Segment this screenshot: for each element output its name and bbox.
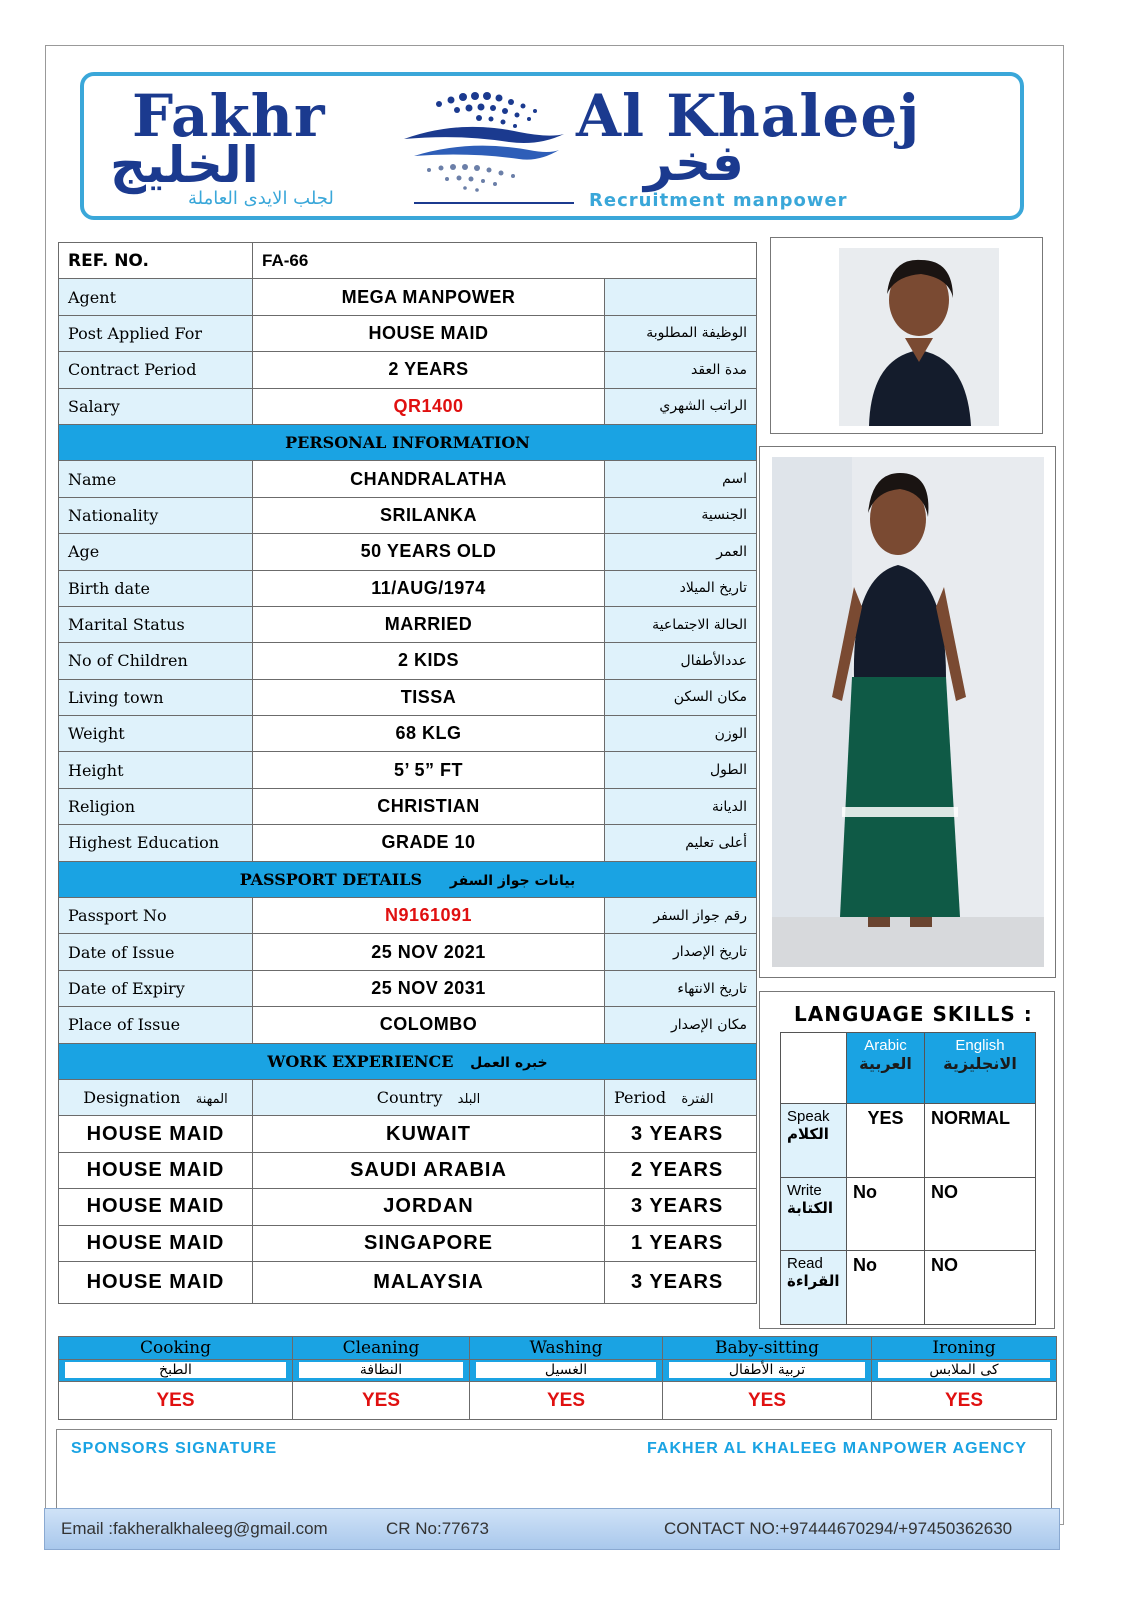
- row-value: 25 NOV 2021: [253, 934, 605, 970]
- language-col-arabic: [847, 1033, 925, 1104]
- column-country: [253, 1079, 605, 1115]
- language-english-value: NO: [925, 1251, 1036, 1325]
- row-label: Post Applied For: [59, 315, 253, 351]
- language-skill-ar: الكلام: [787, 1125, 829, 1143]
- work-row: [59, 1189, 757, 1225]
- skill-value: YES: [59, 1382, 293, 1420]
- work-country: SAUDI ARABIA: [253, 1152, 605, 1188]
- period-arabic: الفترة: [681, 1092, 714, 1108]
- row-label: Date of Expiry: [59, 970, 253, 1006]
- work-row: [59, 1261, 757, 1303]
- table-row: [59, 534, 757, 570]
- language-skill-en: Read: [787, 1255, 823, 1273]
- skill-value: YES: [293, 1382, 470, 1420]
- column-period: [605, 1079, 757, 1115]
- row-value: CHRISTIAN: [253, 788, 605, 824]
- company-logo: [80, 72, 1024, 220]
- row-arabic: تاريخ الميلاد: [605, 570, 757, 606]
- table-row: [59, 970, 757, 1006]
- section-header: [59, 424, 757, 460]
- column-designation: [59, 1079, 253, 1115]
- logo-name-right: Al Khaleej: [576, 82, 921, 150]
- work-header-text: WORK EXPERIENCE: [267, 1051, 454, 1071]
- row-label: Height: [59, 752, 253, 788]
- work-period: 3 YEARS: [605, 1116, 757, 1152]
- salary-value: QR1400: [253, 388, 605, 424]
- country-arabic: البلد: [457, 1092, 481, 1108]
- row-arabic: الحالة الاجتماعية: [605, 606, 757, 642]
- language-corner-cell: [781, 1033, 847, 1104]
- work-designation: HOUSE MAID: [59, 1261, 253, 1303]
- portrait-photo: [770, 237, 1043, 434]
- footer-cr-number: CR No:77673: [386, 1519, 490, 1538]
- work-period: 2 YEARS: [605, 1152, 757, 1188]
- row-arabic: العمر: [605, 534, 757, 570]
- language-skill-ar: الكتابة: [787, 1198, 833, 1217]
- row-arabic: مكان السكن: [605, 679, 757, 715]
- work-period: 3 YEARS: [605, 1261, 757, 1303]
- language-skill-en: Write: [787, 1181, 822, 1199]
- period-label: Period: [614, 1088, 667, 1108]
- row-label: Nationality: [59, 497, 253, 533]
- skill-arabic: الغسيل: [476, 1362, 656, 1378]
- row-arabic: اسم: [605, 461, 757, 497]
- ref-label: REF. NO.: [59, 243, 253, 279]
- row-label: Living town: [59, 679, 253, 715]
- language-skills-title: LANGUAGE SKILLS :: [794, 1002, 1033, 1026]
- work-experience-header: [59, 1043, 757, 1079]
- work-row: [59, 1225, 757, 1261]
- language-skills-panel: [759, 991, 1055, 1329]
- language-skill-en: Speak: [787, 1108, 830, 1125]
- row-value: SRILANKA: [253, 497, 605, 533]
- sponsor-signature-label: SPONSORS SIGNATURE: [71, 1440, 278, 1457]
- row-label: Passport No: [59, 898, 253, 934]
- logo-tagline: Recruitment manpower: [589, 190, 848, 211]
- application-table: [58, 242, 757, 1304]
- row-value: 11/AUG/1974: [253, 570, 605, 606]
- skill-value: YES: [470, 1382, 663, 1420]
- skill-value: YES: [872, 1382, 1057, 1420]
- work-designation: HOUSE MAID: [59, 1189, 253, 1225]
- row-arabic: مكان الإصدار: [605, 1007, 757, 1043]
- skill-arabic-cell: [872, 1360, 1057, 1382]
- passport-number-value: N9161091: [253, 898, 605, 934]
- language-arabic-value: No: [847, 1251, 925, 1325]
- row-arabic: [605, 279, 757, 315]
- country-label: Country: [376, 1088, 443, 1108]
- passport-header-text: PASSPORT DETAILS: [239, 869, 423, 889]
- row-label: Contract Period: [59, 352, 253, 388]
- row-value: MARRIED: [253, 606, 605, 642]
- logo-arabic-left: الخليج: [110, 136, 259, 194]
- skill-name: Ironing: [872, 1337, 1057, 1360]
- table-row: [59, 279, 757, 315]
- work-designation: HOUSE MAID: [59, 1152, 253, 1188]
- row-value: TISSA: [253, 679, 605, 715]
- row-arabic: الوظيفة المطلوبة: [605, 315, 757, 351]
- row-arabic: أعلى تعليم: [605, 825, 757, 861]
- table-row: [59, 643, 757, 679]
- table-row: [59, 1007, 757, 1043]
- section-header: [59, 861, 757, 897]
- skill-arabic-cell: [470, 1360, 663, 1382]
- row-value: HOUSE MAID: [253, 315, 605, 351]
- language-skill-ar: القراءة: [787, 1272, 840, 1291]
- skill-name: Washing: [470, 1337, 663, 1360]
- skill-value: YES: [663, 1382, 872, 1420]
- work-country: MALAYSIA: [253, 1261, 605, 1303]
- passport-header: [59, 861, 757, 897]
- row-arabic: مدة العقد: [605, 352, 757, 388]
- skill-arabic-cell: [663, 1360, 872, 1382]
- ref-row: [59, 243, 757, 279]
- work-row: [59, 1116, 757, 1152]
- language-col-en: English: [955, 1037, 1005, 1054]
- designation-label: Designation: [83, 1088, 181, 1108]
- skill-arabic-cell: [59, 1360, 293, 1382]
- language-col-en: Arabic: [864, 1037, 907, 1054]
- row-value: MEGA MANPOWER: [253, 279, 605, 315]
- language-row: [781, 1251, 1036, 1325]
- work-columns-header: [59, 1079, 757, 1115]
- skill-arabic: النظافة: [299, 1362, 463, 1378]
- row-label: Date of Issue: [59, 934, 253, 970]
- logo-arabic-right: فخر: [644, 134, 744, 192]
- table-row: [59, 788, 757, 824]
- row-value: 5’ 5” FT: [253, 752, 605, 788]
- row-arabic: الديانة: [605, 788, 757, 824]
- table-row: [59, 752, 757, 788]
- table-row: [59, 497, 757, 533]
- agency-signature-label: FAKHER AL KHALEEG MANPOWER AGENCY: [647, 1440, 1027, 1457]
- row-label: Name: [59, 461, 253, 497]
- table-row: [59, 315, 757, 351]
- row-label: No of Children: [59, 643, 253, 679]
- signature-box: [56, 1429, 1052, 1511]
- skill-arabic-cell: [293, 1360, 470, 1382]
- skill-name: Baby-sitting: [663, 1337, 872, 1360]
- personal-info-header: PERSONAL INFORMATION: [59, 424, 757, 460]
- work-period: 1 YEARS: [605, 1225, 757, 1261]
- row-value: CHANDRALATHA: [253, 461, 605, 497]
- work-designation: HOUSE MAID: [59, 1116, 253, 1152]
- language-arabic-value: No: [847, 1177, 925, 1251]
- full-body-photo: [759, 446, 1056, 978]
- language-col-ar: الانجليزية: [943, 1054, 1017, 1073]
- ref-value: FA-66: [253, 243, 757, 279]
- row-label: Salary: [59, 388, 253, 424]
- row-value: 25 NOV 2031: [253, 970, 605, 1006]
- row-arabic: رقم جواز السفر: [605, 898, 757, 934]
- language-col-english: [925, 1033, 1036, 1104]
- row-arabic: تاريخ الإصدار: [605, 934, 757, 970]
- logo-name-left: Fakhr: [132, 82, 326, 150]
- designation-arabic: المهنة: [195, 1092, 228, 1108]
- skill-name: Cleaning: [293, 1337, 470, 1360]
- row-label: Age: [59, 534, 253, 570]
- row-value: 2 KIDS: [253, 643, 605, 679]
- footer-email: Email :fakheralkhaleeg@gmail.com: [61, 1519, 328, 1538]
- row-label: Weight: [59, 716, 253, 752]
- row-value: COLOMBO: [253, 1007, 605, 1043]
- table-row: [59, 825, 757, 861]
- skills-arabic-row: [59, 1360, 1057, 1382]
- portrait-image: [771, 238, 1042, 433]
- skills-value-row: [59, 1382, 1057, 1420]
- skill-arabic: الطبخ: [65, 1362, 286, 1378]
- row-value: GRADE 10: [253, 825, 605, 861]
- logo-divider: [414, 202, 574, 204]
- row-label: Religion: [59, 788, 253, 824]
- work-row: [59, 1152, 757, 1188]
- work-period: 3 YEARS: [605, 1189, 757, 1225]
- language-row: [781, 1177, 1036, 1251]
- household-skills-table: [58, 1336, 1057, 1420]
- work-country: SINGAPORE: [253, 1225, 605, 1261]
- skill-arabic: كى الملابس: [878, 1362, 1050, 1378]
- skills-english-row: [59, 1337, 1057, 1360]
- table-row: [59, 898, 757, 934]
- section-header: [59, 1043, 757, 1079]
- work-country: KUWAIT: [253, 1116, 605, 1152]
- row-label: Marital Status: [59, 606, 253, 642]
- row-value: 50 YEARS OLD: [253, 534, 605, 570]
- row-label: Highest Education: [59, 825, 253, 861]
- table-row: [59, 606, 757, 642]
- logo-emblem-icon: [399, 84, 569, 194]
- work-designation: HOUSE MAID: [59, 1225, 253, 1261]
- contact-footer: [44, 1508, 1060, 1550]
- language-english-value: NORMAL: [925, 1104, 1036, 1178]
- table-row: [59, 934, 757, 970]
- table-row: [59, 716, 757, 752]
- skill-arabic: تربية الأطفال: [669, 1362, 865, 1378]
- row-label: Birth date: [59, 570, 253, 606]
- language-col-ar: العربية: [859, 1054, 912, 1073]
- table-row: [59, 388, 757, 424]
- row-value: 2 YEARS: [253, 352, 605, 388]
- language-skill-cell: [781, 1251, 847, 1325]
- row-value: 68 KLG: [253, 716, 605, 752]
- work-country: JORDAN: [253, 1189, 605, 1225]
- logo-arabic-tagline: لجلب الايدى العاملة: [188, 188, 334, 209]
- language-skill-cell: [781, 1177, 847, 1251]
- row-arabic: الجنسية: [605, 497, 757, 533]
- table-row: [59, 352, 757, 388]
- table-row: [59, 461, 757, 497]
- row-arabic: عددالأطفال: [605, 643, 757, 679]
- language-arabic-value: YES: [847, 1104, 925, 1178]
- row-arabic: الوزن: [605, 716, 757, 752]
- row-label: Place of Issue: [59, 1007, 253, 1043]
- table-row: [59, 679, 757, 715]
- language-row: [781, 1104, 1036, 1178]
- row-arabic: تاريخ الانتهاء: [605, 970, 757, 1006]
- full-body-image: [760, 447, 1055, 977]
- work-header-arabic: خبره العمل: [470, 1054, 548, 1071]
- language-table: [780, 1032, 1036, 1325]
- row-arabic: الراتب الشهري: [605, 388, 757, 424]
- language-skill-cell: [781, 1104, 847, 1178]
- footer-contact: CONTACT NO:+97444670294/+97450362630: [664, 1519, 1013, 1538]
- table-row: [59, 570, 757, 606]
- passport-header-arabic: بيانات جواز السفر: [449, 872, 576, 889]
- row-arabic: الطول: [605, 752, 757, 788]
- language-english-value: NO: [925, 1177, 1036, 1251]
- skill-name: Cooking: [59, 1337, 293, 1360]
- language-header-row: [781, 1033, 1036, 1104]
- row-label: Agent: [59, 279, 253, 315]
